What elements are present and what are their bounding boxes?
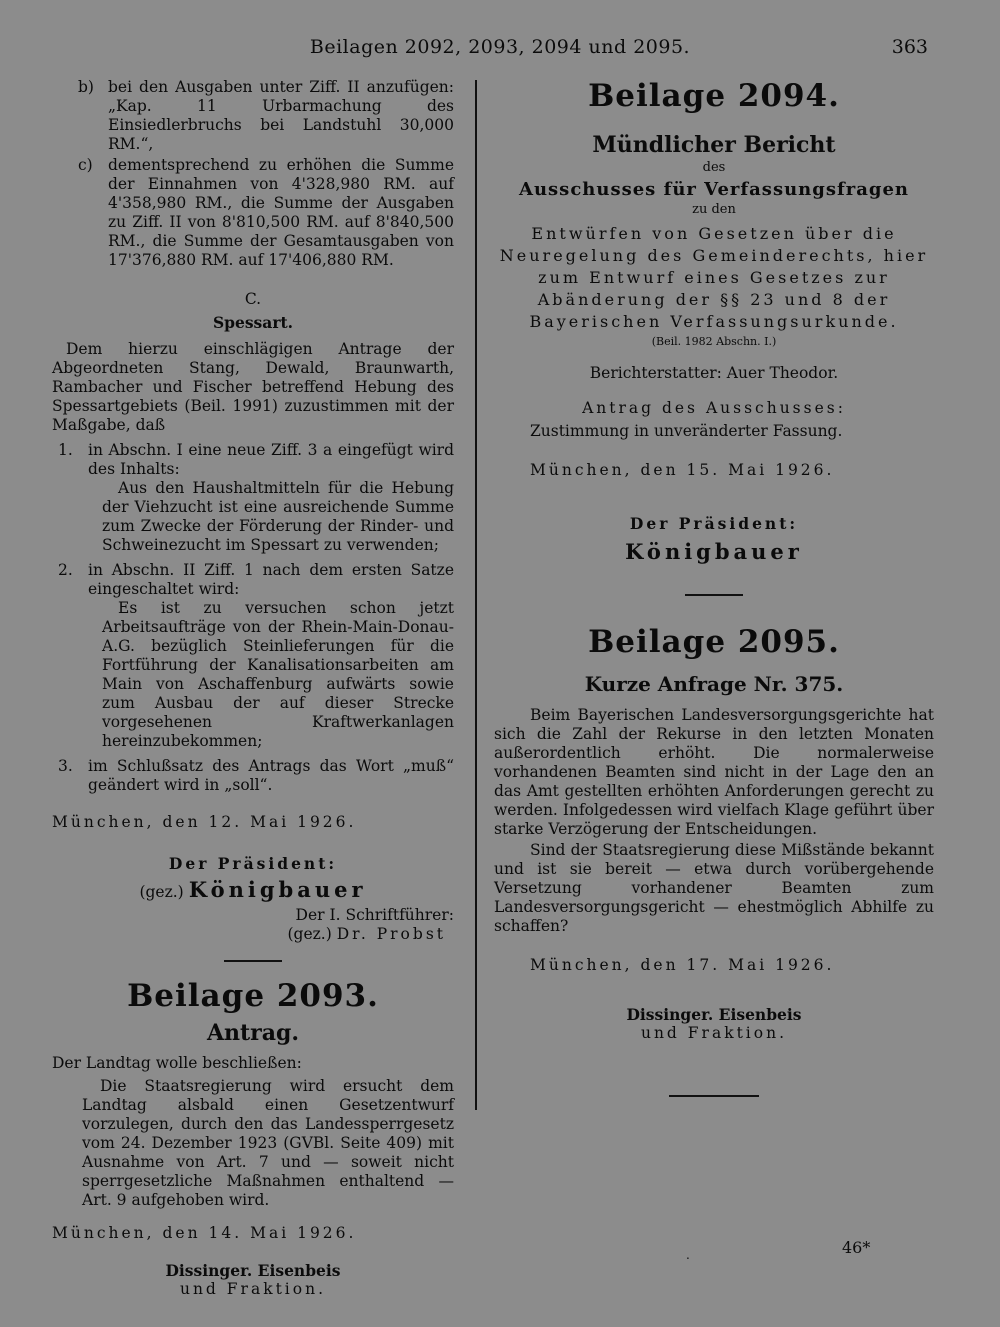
beilage-2095-subtitle: Kurze Anfrage Nr. 375. [584, 672, 844, 696]
section-separator [685, 594, 743, 596]
section-intro: Dem hierzu einschlägigen Antrage der Abgeordneten Stang, Dewald, Braunwarth, Rambacher und Fischer betreffend Hebung des Spessartgebiets (Beil. 1991) zuzustimmen mit der Maßgabe, daß [52, 340, 454, 434]
beilage-2094-reporter: Berichterstatter: Auer Theodor. [589, 364, 839, 382]
beilage-2094-motion: Zustimmung in unveränderter Fassung. [530, 422, 843, 440]
section-title: Spessart. [212, 313, 294, 332]
running-header: Beilagen 2092, 2093, 2094 und 2095. [309, 36, 691, 58]
place-date: München, den 12. Mai 1926. [52, 813, 357, 831]
section-end-rule [669, 1095, 759, 1097]
beilage-2094-body: Entwürfen von Gesetzen über die Neuregelung des Gemeinderechts, hier zum Entwurf eines Gesetzes zur Abänderung der §§ 23 und 8 der Bayerischen Verfassungsurkunde. [499, 224, 929, 331]
secretary-signature: (gez.) Dr. Probst [287, 925, 446, 943]
beilage-2093-date: München, den 14. Mai 1926. [52, 1224, 357, 1242]
president-signature: (gez.) Königbauer [139, 877, 367, 902]
beilage-2094-president-name: Königbauer [625, 539, 803, 564]
president-label: Der Präsident: [168, 854, 338, 873]
beilage-2095-fraction: und Fraktion. [640, 1024, 788, 1042]
beilage-2094-ref: (Beil. 1982 Abschn. I.) [651, 335, 777, 348]
beilage-2093-fraction: und Fraktion. [179, 1280, 327, 1298]
footer-dot: . [686, 1248, 690, 1262]
beilage-2094-zu: zu den [692, 202, 736, 217]
right-column [494, 78, 934, 1097]
beilage-2094-heading: Mündlicher Bericht [592, 132, 836, 158]
beilage-2093-signers: Dissinger. Eisenbeis [165, 1261, 341, 1280]
beilage-2095-paragraph-2: Sind der Staatsregierung diese Mißstände bekannt und ist sie bereit — etwa durch vorübergehende Versetzung vorhandener Beamten zum Landesversorgungsgericht — ehestmöglich Abhilfe zu schaffen? [494, 841, 934, 935]
beilage-2095-signers: Dissinger. Eisenbeis [626, 1005, 802, 1024]
secretary-label: Der I. Schriftführer: [295, 906, 454, 924]
column-divider [475, 80, 477, 1110]
beilage-2095-paragraph-1: Beim Bayerischen Landesversorgungsgerichte hat sich die Zahl der Rekurse in den letzten Monaten außerordentlich erhöht. Die normalerweise vorhandenen Beamten sind nicht in der Lage den an das Amt gestellten erhöhten Anforderungen gerecht zu werden. Infolgedessen wird vielfach Klage geführt über starke Verzögerung der Entscheidungen. [494, 706, 934, 838]
beilage-2095-title: Beilage 2095. [588, 624, 840, 660]
beilage-2093-body: Die Staatsregierung wird ersucht dem Landtag alsbald einen Gesetzentwurf vorzulegen, durch den das Landessperrgesetz vom 24. Dezember 1923 (GVBl. Seite 409) mit Ausnahme von Art. 7 und — soweit nicht sperrgesetzliche Maßnahmen enthaltend — Art. 9 aufgehoben wird. [82, 1077, 454, 1209]
numbered-item-1: 1. in Abschn. I eine neue Ziff. 3 a eingefügt wird des Inhalts: [58, 441, 454, 478]
beilage-2094-date: München, den 15. Mai 1926. [530, 461, 835, 479]
numbered-item-1-quote: Aus den Haushaltmitteln für die Hebung der Viehzucht ist eine ausreichende Summe zum Zwecke der Förderung der Rinder- und Schweinezucht im Spessart zu verwenden; [102, 479, 454, 554]
page-number: 363 [891, 36, 928, 58]
beilage-2094-committee: Ausschusses für Verfassungsfragen [519, 179, 909, 200]
beilage-2094-title: Beilage 2094. [588, 78, 840, 114]
beilage-2094-president-label: Der Präsident: [629, 514, 799, 533]
list-item-b: b) bei den Ausgaben unter Ziff. II anzufügen: „Kap. 11 Urbarmachung des Einsiedlerbruchs bei Landstuhl 30,000 RM.“, [78, 78, 454, 153]
section-separator [224, 960, 282, 962]
numbered-item-2: 2. in Abschn. II Ziff. 1 nach dem ersten Satze eingeschaltet wird: [58, 561, 454, 598]
numbered-item-3: 3. im Schlußsatz des Antrags das Wort „muß“ geändert wird in „soll“. [58, 757, 454, 794]
beilage-2093-subtitle: Antrag. [206, 1020, 300, 1046]
beilage-2094-motion-label: Antrag des Ausschusses: [582, 399, 846, 417]
beilage-2094-des: des [702, 160, 726, 175]
left-column [52, 78, 454, 1299]
list-item-c: c) dementsprechend zu erhöhen die Summe der Einnahmen von 4'328,980 RM. auf 4'358,980 RM., die Summe der Ausgaben zu Ziff. II von 8'810,500 RM. auf 8'840,500 RM., die Summe der Gesamtausgaben von 17'376,880 RM. auf 17'406,880 RM. [78, 156, 454, 269]
signature-mark: 46* [842, 1238, 871, 1257]
beilage-2093-title: Beilage 2093. [127, 978, 379, 1014]
beilage-2093-intro: Der Landtag wolle beschließen: [52, 1054, 302, 1072]
numbered-item-2-quote: Es ist zu versuchen schon jetzt Arbeitsaufträge von der Rhein-Main-Donau-A.G. bezüglich Steinlieferungen für die Fortführung der Kanalisationsarbeiten am Main von Aschaffenburg aufwärts sowie zum Ausbau der auf dieser Strecke vorgesehenen Kraftwerkanlagen hereinzubekommen; [102, 599, 454, 750]
beilage-2095-date: München, den 17. Mai 1926. [530, 956, 835, 974]
section-letter: C. [244, 290, 262, 308]
